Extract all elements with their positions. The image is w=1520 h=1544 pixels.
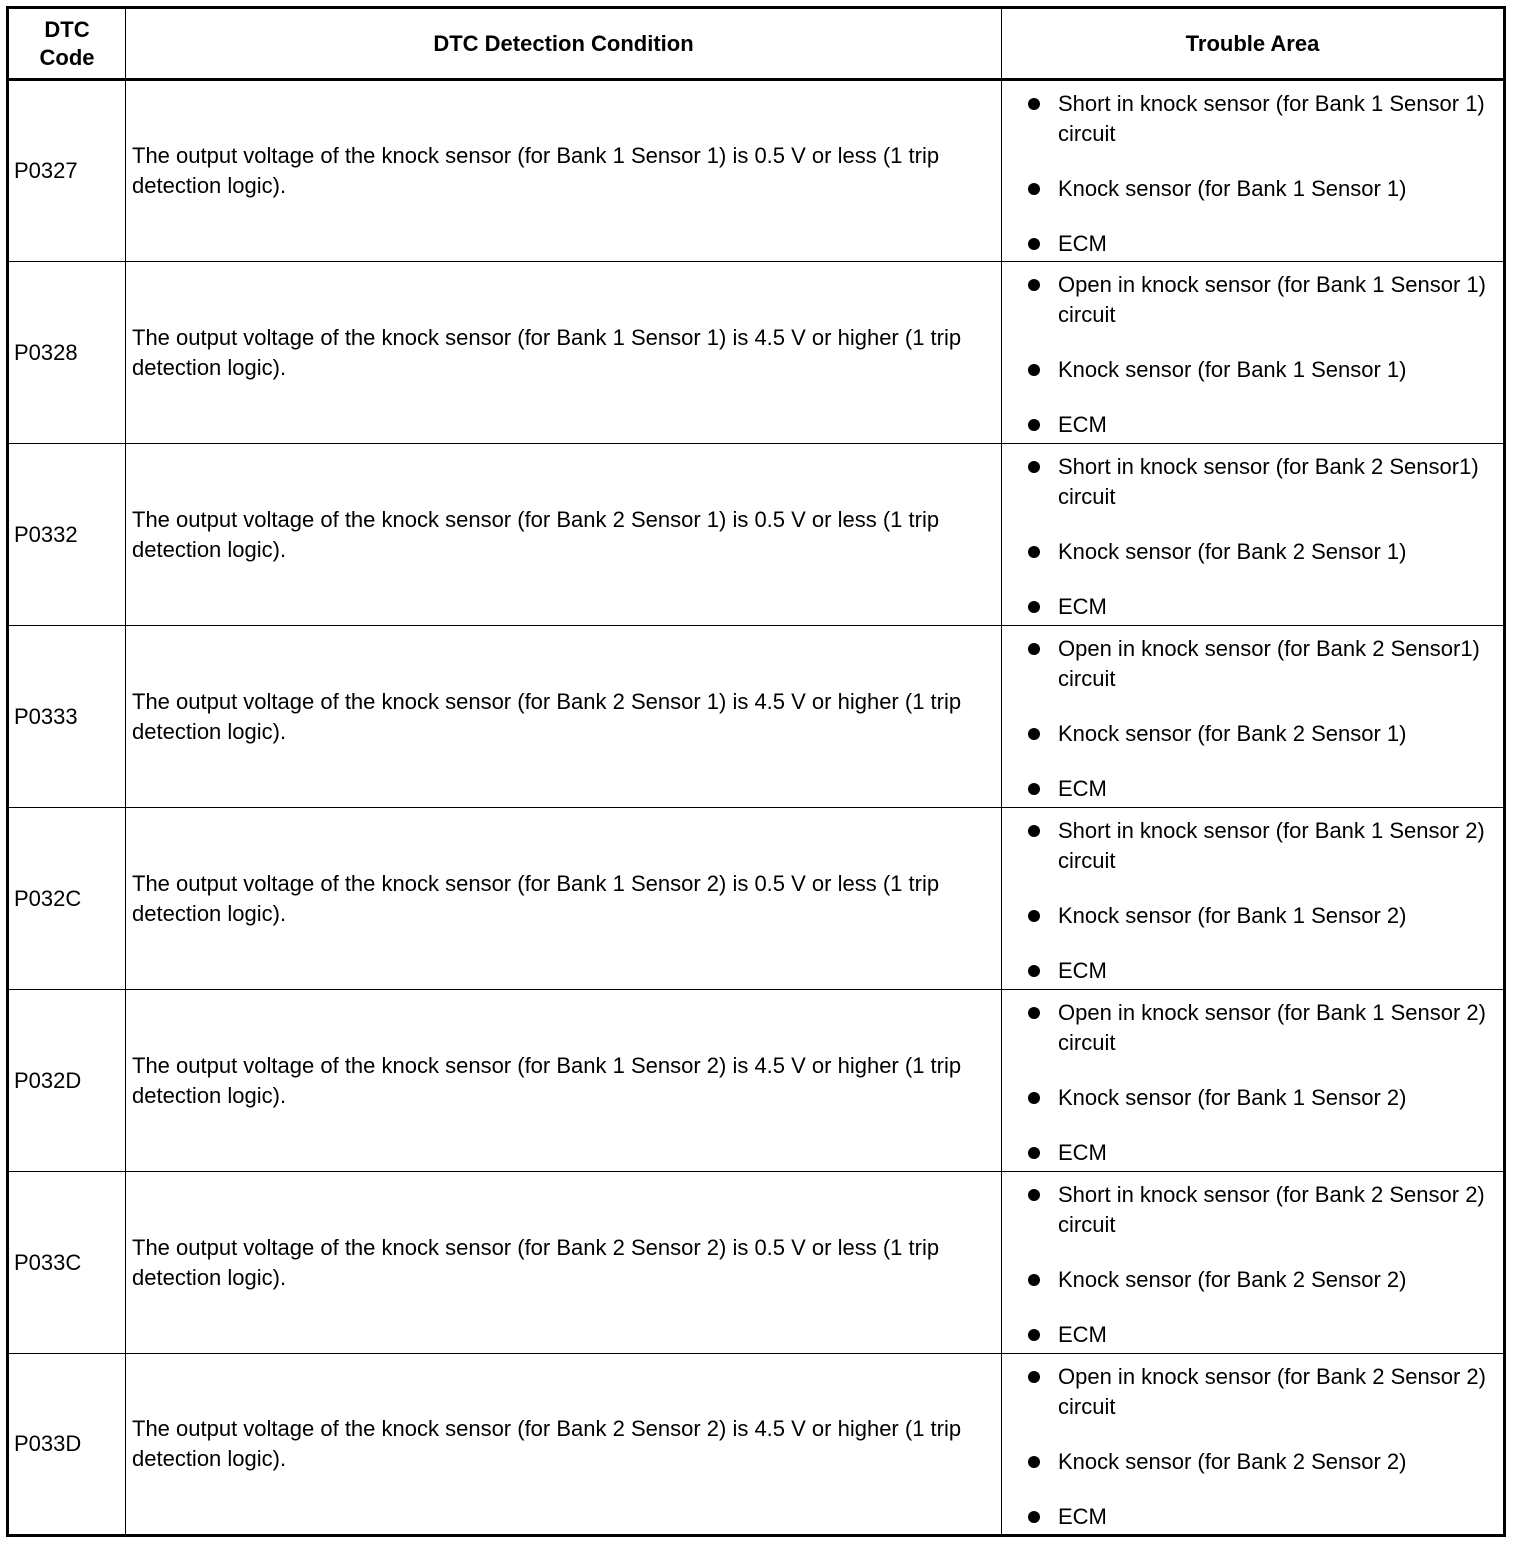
trouble-area-list	[1028, 816, 1493, 986]
trouble-area-item	[1028, 592, 1493, 622]
trouble-area-item	[1028, 452, 1493, 512]
trouble-area	[1002, 444, 1505, 626]
bullet-icon	[1028, 546, 1040, 558]
trouble-area-text: Knock sensor (for Bank 2 Sensor 2)	[1058, 1267, 1407, 1292]
table-row	[8, 1354, 1505, 1536]
trouble-area-text: Knock sensor (for Bank 2 Sensor 1)	[1058, 721, 1407, 746]
trouble-area-text: Open in knock sensor (for Bank 1 Sensor 1) circuit	[1058, 272, 1486, 327]
trouble-area-text: Short in knock sensor (for Bank 1 Sensor 1) circuit	[1058, 91, 1485, 146]
detection-condition: The output voltage of the knock sensor (for Bank 1 Sensor 2) is 4.5 V or higher (1 trip detection logic).	[126, 990, 1002, 1172]
table-row	[8, 1172, 1505, 1354]
trouble-area-list	[1028, 998, 1493, 1168]
trouble-area-text: ECM	[1058, 1504, 1107, 1529]
detection-condition: The output voltage of the knock sensor (for Bank 2 Sensor 2) is 0.5 V or less (1 trip detection logic).	[126, 1172, 1002, 1354]
trouble-area-text: Open in knock sensor (for Bank 2 Sensor 2) circuit	[1058, 1364, 1486, 1419]
table-body	[8, 80, 1505, 1536]
dtc-code: P033C	[8, 1172, 126, 1354]
bullet-icon	[1028, 1274, 1040, 1286]
trouble-area	[1002, 1354, 1505, 1536]
trouble-area-item	[1028, 634, 1493, 694]
dtc-code: P033D	[8, 1354, 126, 1536]
trouble-area-list	[1028, 89, 1493, 259]
trouble-area-text: Open in knock sensor (for Bank 2 Sensor1) circuit	[1058, 636, 1480, 691]
bullet-icon	[1028, 783, 1040, 795]
detection-condition: The output voltage of the knock sensor (for Bank 2 Sensor 1) is 4.5 V or higher (1 trip detection logic).	[126, 626, 1002, 808]
trouble-area-text: ECM	[1058, 776, 1107, 801]
bullet-icon	[1028, 1147, 1040, 1159]
table-row	[8, 80, 1505, 262]
trouble-area-list	[1028, 1180, 1493, 1350]
trouble-area-text: ECM	[1058, 958, 1107, 983]
trouble-area-item	[1028, 537, 1493, 567]
bullet-icon	[1028, 1189, 1040, 1201]
trouble-area-item	[1028, 1265, 1493, 1295]
trouble-area	[1002, 80, 1505, 262]
detection-condition: The output voltage of the knock sensor (for Bank 1 Sensor 1) is 0.5 V or less (1 trip detection logic).	[126, 80, 1002, 262]
trouble-area-item	[1028, 719, 1493, 749]
trouble-area-list	[1028, 634, 1493, 804]
header-dtc-code: DTC Code	[8, 8, 126, 80]
bullet-icon	[1028, 728, 1040, 740]
trouble-area-item	[1028, 1447, 1493, 1477]
trouble-area-text: Short in knock sensor (for Bank 2 Sensor 2) circuit	[1058, 1182, 1485, 1237]
dtc-code: P0328	[8, 262, 126, 444]
table-header	[8, 8, 1505, 80]
trouble-area-list	[1028, 452, 1493, 622]
trouble-area-text: Knock sensor (for Bank 1 Sensor 1)	[1058, 357, 1407, 382]
trouble-area-list	[1028, 1362, 1493, 1532]
header-row	[8, 8, 1505, 80]
trouble-area-item	[1028, 816, 1493, 876]
trouble-area	[1002, 626, 1505, 808]
trouble-area-text: Short in knock sensor (for Bank 1 Sensor 2) circuit	[1058, 818, 1485, 873]
trouble-area	[1002, 262, 1505, 444]
bullet-icon	[1028, 965, 1040, 977]
table-row	[8, 444, 1505, 626]
dtc-code: P0332	[8, 444, 126, 626]
table-row	[8, 262, 1505, 444]
bullet-icon	[1028, 238, 1040, 250]
trouble-area-item	[1028, 901, 1493, 931]
trouble-area	[1002, 1172, 1505, 1354]
trouble-area-item	[1028, 174, 1493, 204]
dtc-code: P032D	[8, 990, 126, 1172]
bullet-icon	[1028, 825, 1040, 837]
trouble-area-text: ECM	[1058, 1322, 1107, 1347]
detection-condition: The output voltage of the knock sensor (for Bank 2 Sensor 1) is 0.5 V or less (1 trip detection logic).	[126, 444, 1002, 626]
trouble-area-item	[1028, 998, 1493, 1058]
trouble-area-text: Knock sensor (for Bank 2 Sensor 2)	[1058, 1449, 1407, 1474]
trouble-area-item	[1028, 774, 1493, 804]
trouble-area-item	[1028, 1362, 1493, 1422]
trouble-area-item	[1028, 355, 1493, 385]
bullet-icon	[1028, 1371, 1040, 1383]
header-detection-condition: DTC Detection Condition	[126, 8, 1002, 80]
trouble-area-text: ECM	[1058, 1140, 1107, 1165]
trouble-area	[1002, 808, 1505, 990]
trouble-area-item	[1028, 1180, 1493, 1240]
trouble-area-text: Knock sensor (for Bank 1 Sensor 2)	[1058, 903, 1407, 928]
trouble-area-text: Knock sensor (for Bank 2 Sensor 1)	[1058, 539, 1407, 564]
bullet-icon	[1028, 1456, 1040, 1468]
dtc-code: P032C	[8, 808, 126, 990]
trouble-area-item	[1028, 89, 1493, 149]
bullet-icon	[1028, 364, 1040, 376]
dtc-table	[6, 6, 1506, 1537]
trouble-area-item	[1028, 1320, 1493, 1350]
bullet-icon	[1028, 601, 1040, 613]
trouble-area-text: ECM	[1058, 594, 1107, 619]
trouble-area-item	[1028, 1138, 1493, 1168]
bullet-icon	[1028, 461, 1040, 473]
bullet-icon	[1028, 1092, 1040, 1104]
bullet-icon	[1028, 910, 1040, 922]
trouble-area-list	[1028, 270, 1493, 440]
bullet-icon	[1028, 1007, 1040, 1019]
table-row	[8, 626, 1505, 808]
header-trouble-area: Trouble Area	[1002, 8, 1505, 80]
bullet-icon	[1028, 419, 1040, 431]
trouble-area-text: Open in knock sensor (for Bank 1 Sensor 2) circuit	[1058, 1000, 1486, 1055]
bullet-icon	[1028, 643, 1040, 655]
detection-condition: The output voltage of the knock sensor (for Bank 1 Sensor 1) is 4.5 V or higher (1 trip detection logic).	[126, 262, 1002, 444]
trouble-area-item	[1028, 229, 1493, 259]
trouble-area-text: ECM	[1058, 412, 1107, 437]
dtc-code: P0327	[8, 80, 126, 262]
bullet-icon	[1028, 1511, 1040, 1523]
trouble-area-text: Knock sensor (for Bank 1 Sensor 1)	[1058, 176, 1407, 201]
trouble-area-text: ECM	[1058, 231, 1107, 256]
trouble-area-text: Short in knock sensor (for Bank 2 Sensor1) circuit	[1058, 454, 1479, 509]
trouble-area-item	[1028, 270, 1493, 330]
trouble-area-item	[1028, 1502, 1493, 1532]
bullet-icon	[1028, 183, 1040, 195]
trouble-area-item	[1028, 956, 1493, 986]
dtc-code: P0333	[8, 626, 126, 808]
trouble-area-text: Knock sensor (for Bank 1 Sensor 2)	[1058, 1085, 1407, 1110]
trouble-area-item	[1028, 1083, 1493, 1113]
bullet-icon	[1028, 98, 1040, 110]
bullet-icon	[1028, 1329, 1040, 1341]
trouble-area	[1002, 990, 1505, 1172]
detection-condition: The output voltage of the knock sensor (for Bank 2 Sensor 2) is 4.5 V or higher (1 trip detection logic).	[126, 1354, 1002, 1536]
detection-condition: The output voltage of the knock sensor (for Bank 1 Sensor 2) is 0.5 V or less (1 trip detection logic).	[126, 808, 1002, 990]
trouble-area-item	[1028, 410, 1493, 440]
bullet-icon	[1028, 279, 1040, 291]
table-row	[8, 808, 1505, 990]
table-row	[8, 990, 1505, 1172]
